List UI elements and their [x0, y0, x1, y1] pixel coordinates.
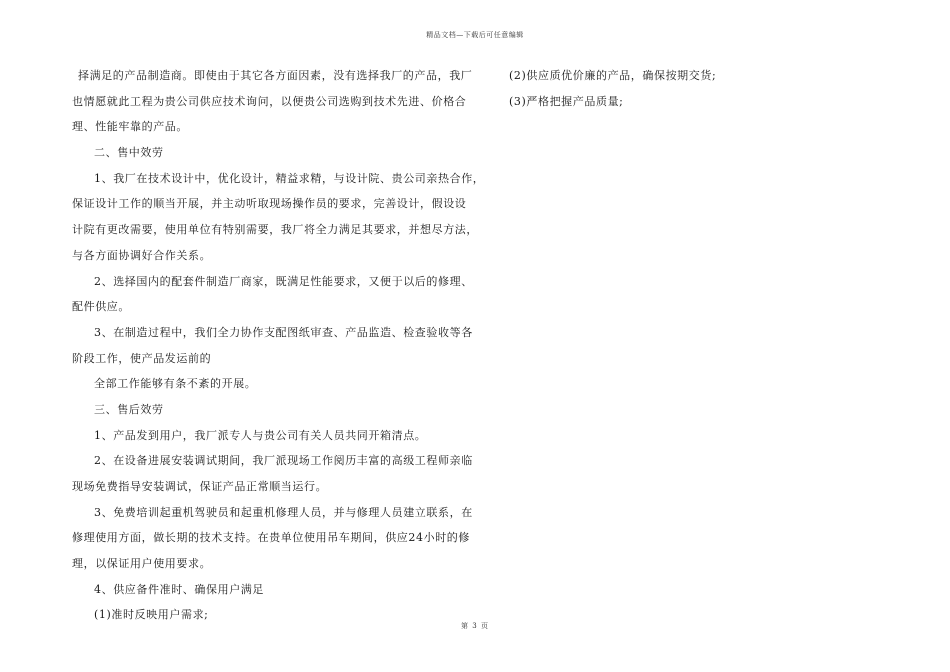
paragraph-line: 3、在制造过程中，我们全力协作支配图纸审查、产品监造、检查验收等各: [94, 325, 473, 339]
paragraph-line: 理、性能牢靠的产品。: [72, 120, 188, 134]
paragraph-line: 阶段工作，使产品发运前的: [72, 351, 212, 365]
list-item: (1)准时反映用户需求;: [94, 608, 209, 622]
paragraph-line: 2、在设备进展安装调试期间，我厂派现场工作阅历丰富的高级工程师亲临: [94, 454, 473, 468]
paragraph-line: 2、选择国内的配套件制造厂商家，既满足性能要求，又便于以后的修理、: [94, 274, 473, 288]
paragraph-line: 保证设计工作的顺当开展，并主动听取现场操作员的要求，完善设计，假设设: [72, 197, 467, 211]
paragraph-line: 配件供应。: [72, 300, 130, 314]
section-heading: 三、售后效劳: [94, 402, 164, 416]
right-column: [509, 63, 889, 114]
paragraph-line: 全部工作能够有条不紊的开展。: [94, 377, 257, 391]
list-item: (3)严格把握产品质量;: [509, 94, 624, 108]
page-header: 精品文档—下载后可任意编辑: [426, 31, 524, 39]
paragraph-line: 1、产品发到用户，我厂派专人与贵公司有关人员共同开箱清点。: [94, 428, 427, 442]
section-heading: 二、售中效劳: [94, 146, 164, 160]
list-item: (2)供应质优价廉的产品，确保按期交货;: [509, 69, 717, 82]
paragraph-line: 与各方面协调好合作关系。: [72, 248, 212, 262]
paragraph-line: 理，以保证用户使用要求。: [72, 557, 212, 571]
paragraph-line: 计院有更改需要，使用单位有特别需要，我厂将全力满足其要求，并想尽方法，: [72, 223, 478, 237]
paragraph-line: 4、供应备件准时、确保用户满足: [94, 582, 264, 596]
paragraph-line: 也情愿就此工程为贵公司供应技术询问，以便贵公司选购到技术先进、价格合: [72, 94, 467, 108]
paragraph-line: 3、免费培训起重机驾驶员和起重机修理人员，并与修理人员建立联系，在: [94, 505, 473, 519]
page-number: 第 3 页: [461, 622, 489, 630]
paragraph-line: 修理使用方面，做长期的技术支持。在贵单位使用吊车期间，供应24小时的修: [72, 531, 470, 545]
paragraph-line: 择满足的产品制造商。即使由于其它各方面因素，没有选择我厂的产品，我厂: [78, 69, 473, 82]
paragraph-line: 1、我厂在技术设计中，优化设计，精益求精，与设计院、贵公司亲热合作，: [94, 171, 485, 185]
paragraph-line: 现场免费指导安装调试，保证产品正常顺当运行。: [72, 480, 328, 493]
